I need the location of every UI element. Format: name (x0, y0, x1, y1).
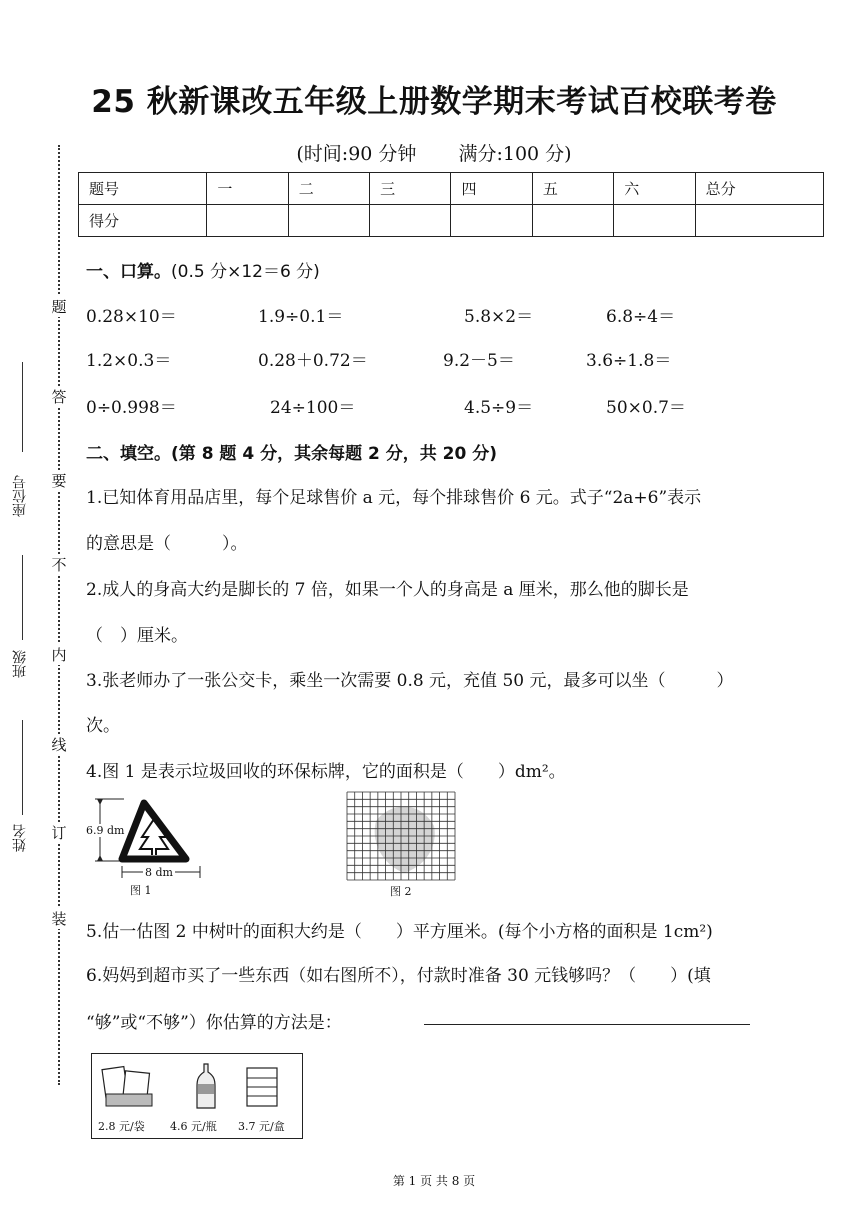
table-cell: 二 (288, 173, 369, 205)
item-price: 4.6 元/瓶 (170, 1120, 217, 1133)
binding-char: 装 (51, 910, 67, 928)
question-2-line2: （ ）厘米。 (86, 626, 188, 646)
calc-item: 0.28×10＝ (86, 307, 177, 327)
estimation-method-blank[interactable] (424, 1024, 750, 1025)
calc-item: 1.2×0.3＝ (86, 351, 172, 371)
score-input-cell[interactable] (451, 205, 532, 237)
score-input-cell[interactable] (207, 205, 288, 237)
question-1-line1: 1.已知体育用品店里，每个足球售价 a 元，每个排球售价 6 元。式子“2a+6”表示 (86, 488, 702, 508)
table-cell: 三 (370, 173, 451, 205)
figure-2-caption: 图 2 (390, 885, 412, 898)
exam-full-score: 满分:100 分) (458, 143, 572, 165)
table-cell: 一 (207, 173, 288, 205)
shopping-items-figure (91, 1053, 303, 1139)
score-input-cell[interactable] (370, 205, 451, 237)
question-6-line2: “够”或“不够”）你估算的方法是： (86, 1013, 342, 1033)
table-cell: 题号 (79, 173, 207, 205)
page-footer: 第 1 页 共 8 页 (392, 1174, 476, 1188)
calc-item: 1.9÷0.1＝ (258, 307, 344, 327)
table-cell: 四 (451, 173, 532, 205)
seat-blank-line[interactable] (22, 362, 23, 452)
seat-label: 座位号 (12, 475, 28, 517)
figure-1-height-label: 6.9 dm (86, 824, 125, 837)
score-input-cell[interactable] (288, 205, 369, 237)
section1-points: (0.5 分×12＝6 分) (171, 262, 320, 282)
name-label: 姓名 (12, 824, 28, 852)
figure-1-base-label: 8 dm (145, 866, 173, 879)
score-input-cell[interactable] (695, 205, 823, 237)
question-2-line1: 2.成人的身高大约是脚长的 7 倍，如果一个人的身高是 a 厘米，那么他的脚长是 (86, 580, 689, 600)
leaf-grid-icon (346, 791, 456, 881)
item-price: 3.7 元/盒 (238, 1120, 285, 1133)
score-table (78, 172, 824, 237)
name-blank-line[interactable] (22, 720, 23, 815)
calc-item: 5.8×2＝ (464, 307, 534, 327)
question-6-line1: 6.妈妈到超市买了一些东西（如右图所不），付款时准备 30 元钱够吗？（ ）(填 (86, 966, 711, 986)
binding-char: 题 (51, 298, 67, 316)
table-cell: 五 (532, 173, 613, 205)
section1-heading (86, 257, 320, 282)
binding-char: 不 (51, 556, 67, 574)
score-input-cell[interactable] (614, 205, 695, 237)
binding-char: 线 (51, 736, 67, 754)
exam-time: (时间:90 分钟 (296, 143, 417, 165)
binding-char: 答 (51, 388, 67, 406)
score-table-header-row (79, 173, 824, 205)
binding-char: 内 (51, 646, 67, 664)
figure-1-caption: 图 1 (130, 884, 152, 897)
calc-item: 0.28＋0.72＝ (258, 351, 368, 371)
calc-item: 9.2－5＝ (443, 351, 515, 371)
table-cell: 得分 (79, 205, 207, 237)
item-price: 2.8 元/袋 (98, 1120, 145, 1133)
question-5: 5.估一估图 2 中树叶的面积大约是（ ）平方厘米。(每个小方格的面积是 1cm²) (86, 922, 713, 942)
binding-char: 要 (51, 472, 67, 490)
class-blank-line[interactable] (22, 555, 23, 640)
section2-points: (第 8 题 4 分，其余每题 2 分，共 20 分) (171, 444, 498, 464)
question-1-line2: 的意思是（ ）。 (86, 534, 248, 554)
calc-item: 4.5÷9＝ (464, 398, 534, 418)
calc-item: 50×0.7＝ (606, 398, 686, 418)
exam-info (0, 139, 868, 166)
section1-title: 一、口算。 (86, 262, 171, 282)
table-cell: 总分 (695, 173, 823, 205)
figure-2 (346, 791, 456, 881)
question-3-line2: 次。 (86, 716, 120, 736)
score-input-cell[interactable] (532, 205, 613, 237)
question-3-line1: 3.张老师办了一张公交卡，乘坐一次需要 0.8 元，充值 50 元，最多可以坐（ ） (86, 671, 734, 691)
shopping-items-icon (92, 1054, 302, 1116)
section2-heading (86, 439, 497, 464)
table-cell: 六 (614, 173, 695, 205)
question-4: 4.图 1 是表示垃圾回收的环保标牌，它的面积是（ ）dm²。 (86, 762, 566, 782)
class-label: 班级 (12, 650, 28, 678)
calc-item: 0÷0.998＝ (86, 398, 177, 418)
section2-title: 二、填空。 (86, 444, 171, 464)
calc-item: 3.6÷1.8＝ (586, 351, 672, 371)
calc-item: 6.8÷4＝ (606, 307, 676, 327)
binding-dotted-line (58, 145, 60, 1085)
binding-char: 订 (51, 824, 67, 842)
score-table-score-row (79, 205, 824, 237)
calc-item: 24÷100＝ (270, 398, 356, 418)
page-title: 25 秋新课改五年级上册数学期末考试百校联考卷 (91, 84, 777, 120)
